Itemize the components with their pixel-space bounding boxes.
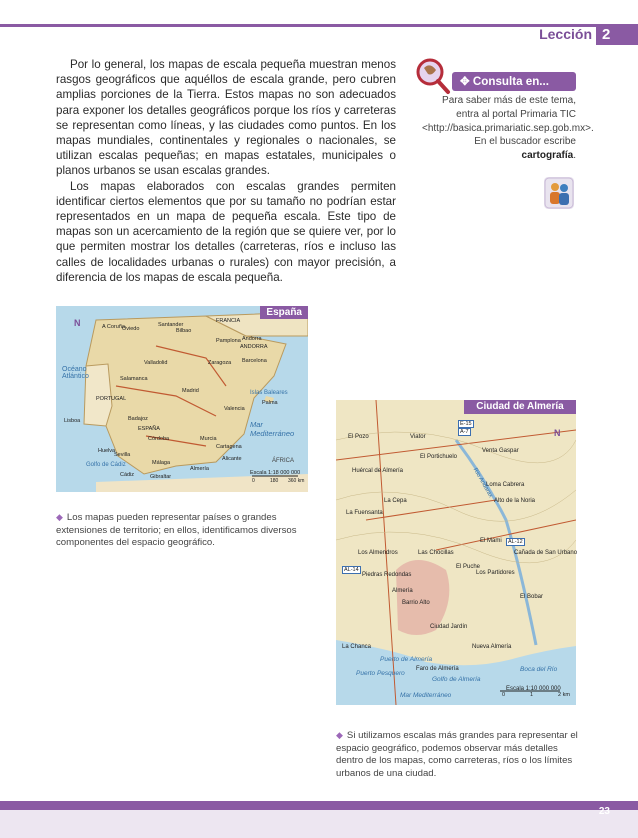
map-place-label: Almería	[392, 588, 413, 594]
water-label: Boca del Río	[520, 666, 558, 673]
map-place-label: El Bobar	[520, 594, 544, 600]
map-place-label: Venta Gaspar	[482, 448, 519, 454]
map-place-label: Barcelona	[242, 358, 267, 364]
scale-tick: 0	[502, 692, 506, 698]
map-place-label: Loma Cabrera	[486, 482, 525, 488]
map-place-label: Huércal de Almería	[352, 468, 404, 474]
water-label: Puerto Pesquero	[356, 670, 405, 677]
spain-map-label: España	[260, 306, 308, 319]
gulf-label: Golfo de Cádiz	[86, 462, 126, 468]
map-place-label: El Portichuelo	[420, 454, 458, 460]
consulta-body: Para saber más de este tema, entra al portal Primaria TIC <http://basica.primariatic.sep.gob.mx>. En el buscador escribe	[422, 95, 594, 148]
users-icon	[544, 177, 574, 209]
map-place-label: PORTUGAL	[96, 396, 127, 402]
almeria-caption	[336, 729, 580, 780]
map-place-label: Pamplona	[216, 338, 241, 344]
consulta-box	[422, 70, 594, 188]
map-place-label: Santander	[158, 322, 184, 328]
paragraph-1: Por lo general, los mapas de escala pequeña muestran menos rasgos geográficos que aquéllos de escala grande, pero cubren amplias porciones de la Tierra. Estos mapas no son adecuados para exponer los detalles geográficos porque los ríos y carreteras se representan como líneas, y las ciudades como puntos. En los mapas mundiales, continentales y regionales o nacionales, se utilizan escalas pequeñas; en mapas estatales, municipales o planos urbanos se usan escalas grandes.	[56, 58, 396, 178]
map-place-label: Almería	[190, 466, 209, 472]
road-label: AL-14	[344, 567, 359, 573]
scale-label: Escala 1:18 000 000	[250, 470, 301, 476]
scale-tick: 1	[530, 692, 534, 698]
map-place-label: Córdoba	[148, 436, 170, 442]
map-place-label: FRANCIA	[216, 318, 241, 324]
map-place-label: Cartagena	[216, 444, 242, 450]
north-icon: N	[74, 318, 81, 328]
lesson-number: 2	[596, 24, 638, 45]
ocean-label: Océano Atlántico	[62, 366, 89, 380]
scale-tick: 0	[252, 478, 255, 484]
footer-rule	[0, 801, 638, 810]
map-place-label: Gibraltar	[150, 474, 172, 480]
map-place-label: A Coruña	[102, 324, 125, 330]
scale-tick: 2 km	[558, 692, 570, 698]
map-place-label: Sevilla	[114, 452, 131, 458]
map-place-label: El Mami	[480, 538, 502, 544]
map-place-label: Barrio Alto	[402, 600, 430, 606]
footer-band	[0, 810, 638, 838]
water-label: Mar Mediterráneo	[400, 692, 452, 699]
road-label: A-7	[460, 429, 469, 435]
map-place-label: La Cepa	[384, 498, 407, 504]
map-place-label: Lisboa	[64, 418, 81, 424]
map-place-label: Cañada de San Urbano	[514, 550, 578, 556]
consulta-keyword[interactable]: cartografía	[521, 150, 574, 162]
map-place-label: El Puche	[456, 564, 481, 570]
islands-label: Islas Baleares	[250, 390, 288, 396]
almeria-scale-label: Escala 1:10 000 000	[506, 686, 561, 692]
map-place-label: Piedras Redondas	[362, 572, 412, 578]
map-place-label: Andorra	[242, 336, 262, 342]
map-place-label: Valladolid	[144, 360, 168, 366]
map-place-label: El Pozo	[348, 434, 369, 440]
page-number: 23	[598, 806, 610, 817]
body-text	[56, 57, 396, 285]
map-place-label: Viator	[410, 434, 426, 440]
map-place-label: Zaragoza	[208, 360, 232, 366]
map-place-label: La Fuensanta	[346, 510, 383, 516]
road-label: AL-12	[508, 539, 523, 545]
map-place-label: Los Almendros	[358, 550, 398, 556]
map-place-label: La Chanca	[342, 644, 372, 650]
diamond-icon: ◆	[56, 512, 63, 522]
paragraph-2: Los mapas elaborados con escalas grandes permiten identificar ciertos elementos que por su tamaño no podrían estar representados en un mapa de pequeña escala. Este tipo de mapas son un acercamiento de la región que se quiere ver, por lo que permiten mostrar los detalles (carreteras, ríos e incluso las calles de localidades urbanas o rurales) con mayor precisión, a diferencia de los mapas de escala pequeña.	[56, 179, 396, 284]
diamond-icon: ◆	[336, 730, 343, 740]
almeria-caption-text: Si utilizamos escalas más grandes para representar el espacio geográfico, podemos observar más detalles dentro de los mapas, como carreteras, ríos o los límites urbanos de una ciudad.	[336, 730, 578, 779]
map-place-label: Las Chocillas	[418, 550, 454, 556]
map-place-label: Madrid	[182, 388, 199, 394]
map-place-label: Cádiz	[120, 472, 135, 478]
map-place-label: Palma	[262, 400, 278, 406]
map-place-label: Murcia	[200, 436, 217, 442]
map-place-label: Bilbao	[176, 328, 192, 334]
spain-caption	[56, 511, 308, 550]
scale-tick: 180	[270, 478, 279, 484]
road-label: E-15	[460, 421, 472, 427]
consulta-end: .	[573, 150, 576, 162]
water-label: Golfo de Almería	[432, 676, 481, 683]
map-place-label: Huelva	[98, 448, 116, 454]
consulta-title: ✥ Consulta en...	[452, 72, 576, 91]
map-place-label: Ciudad Jardín	[430, 624, 468, 630]
africa-label: ÁFRICA	[272, 458, 295, 464]
map-place-label: Valencia	[224, 406, 245, 412]
scale-tick: 360 km	[288, 478, 305, 484]
map-place-label: Málaga	[152, 460, 171, 466]
map-place-label: Los Partidores	[476, 570, 515, 576]
map-place-label: ESPAÑA	[138, 426, 160, 432]
sea-label: Mar Mediterráneo	[250, 420, 295, 438]
map-place-label: Salamanca	[120, 376, 148, 382]
almeria-map-label: Ciudad de Almería	[464, 400, 576, 414]
river-label: Río Andarax	[471, 467, 494, 499]
consulta-text	[422, 94, 594, 163]
spain-map	[56, 306, 308, 492]
map-place-label: Oviedo	[122, 326, 140, 332]
north-icon: N	[554, 428, 561, 438]
map-place-label: Badajoz	[128, 416, 148, 422]
map-place-label: Alicante	[222, 456, 242, 462]
lesson-title: Lección	[539, 26, 592, 42]
map-place-label: Faro de Almería	[416, 666, 459, 672]
water-label: Puerto de Almería	[380, 656, 433, 663]
spain-caption-text: Los mapas pueden representar países o grandes extensiones de territorio; en ellos, identificamos diversos componentes del espacio geográfico.	[56, 512, 297, 549]
map-place-label: ANDORRA	[240, 344, 268, 350]
almeria-map	[336, 400, 576, 705]
map-place-label: Alto de la Noria	[494, 498, 536, 504]
map-place-label: Nueva Almería	[472, 644, 512, 650]
